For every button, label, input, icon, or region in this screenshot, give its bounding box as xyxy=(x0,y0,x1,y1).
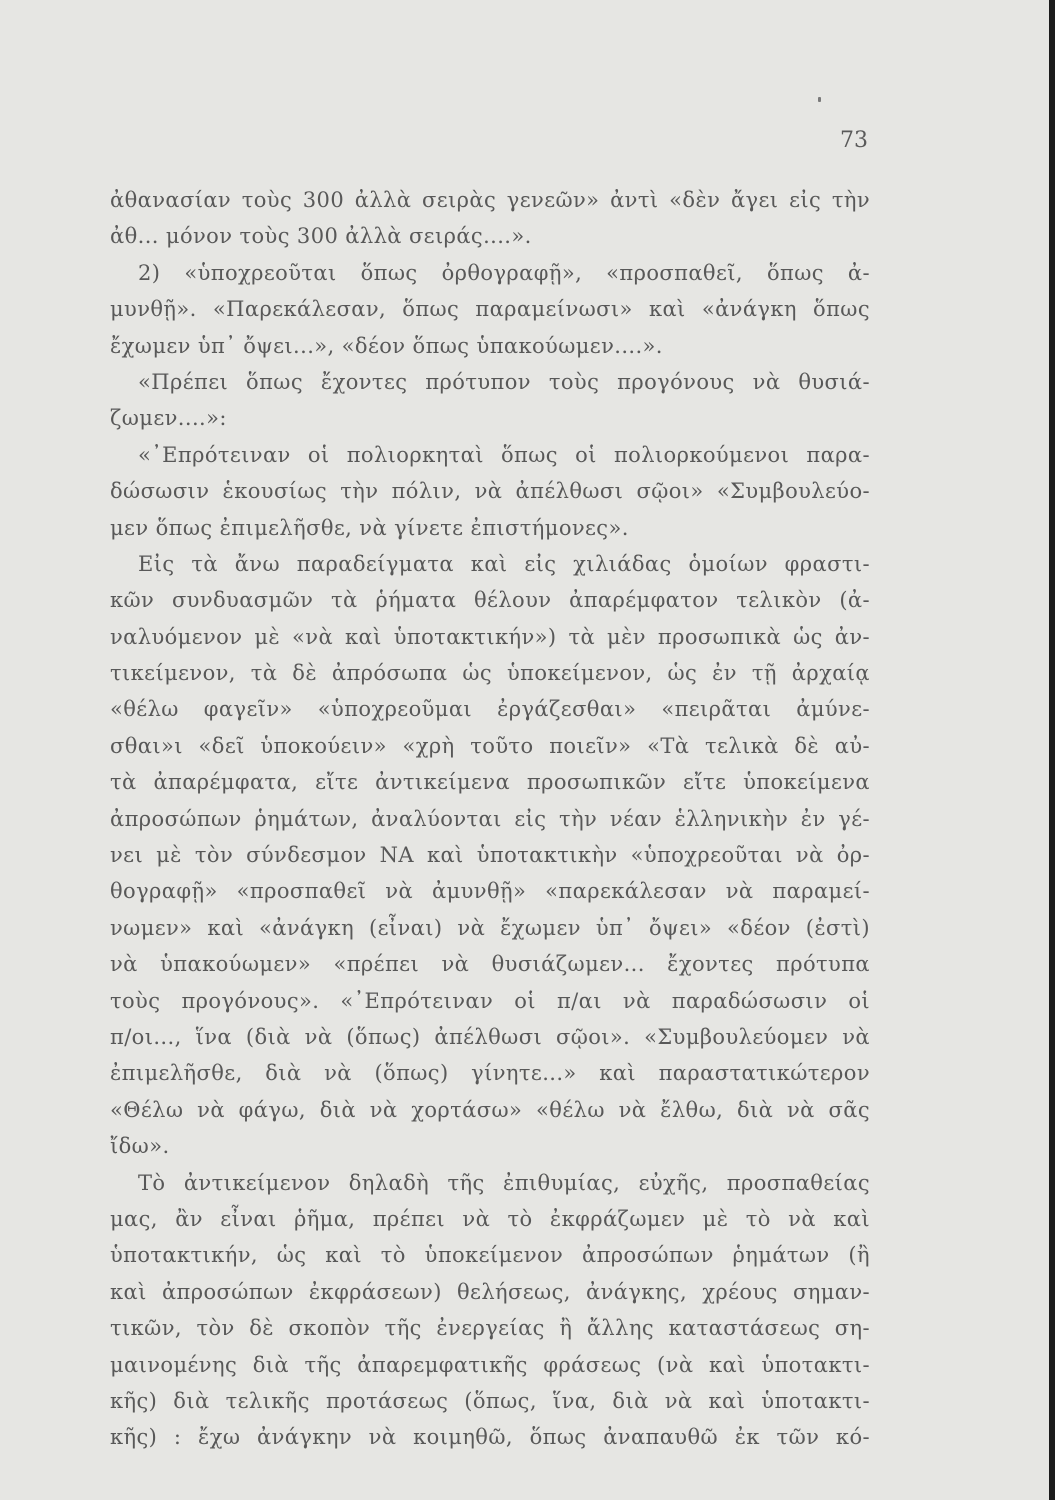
text-line: ναλυόμενον μὲ «νὰ καὶ ὑποτακτικήν») τὰ μὲν προσωπικὰ ὡς ἀν- xyxy=(110,624,870,649)
text-line: μας, ἂν εἶναι ῥῆμα, πρέπει νὰ τὸ ἐκφράζωμεν μὲ τὸ νὰ καὶ xyxy=(110,1206,870,1231)
text-line: ἀπροσώπων ῥημάτων, ἀναλύονται εἰς τὴν νέαν ἑλληνικὴν ἐν γέ- xyxy=(110,806,870,831)
text-line: μεν ὅπως ἐπιμελῆσθε, νὰ γίνετε ἐπιστήμονες». xyxy=(110,515,629,540)
text-line: νωμεν» καὶ «ἀνάγκη (εἶναι) νὰ ἔχωμεν ὑπ᾽ ὄψει» «δέον (ἐστὶ) xyxy=(110,915,870,940)
text-line: ἀθ... μόνον τοὺς 300 ἀλλὰ σειράς....». xyxy=(110,224,532,249)
text-line: «θέλω φαγεῖν» «ὑποχρεοῦμαι ἐργάζεσθαι» «πειρᾶται ἀμύνε- xyxy=(110,697,870,722)
text-line: τικῶν, τὸν δὲ σκοπὸν τῆς ἐνεργείας ἢ ἄλλης καταστάσεως ση- xyxy=(110,1316,870,1341)
text-line: νει μὲ τὸν σύνδεσμον ΝΑ καὶ ὑποτακτικὴν «ὑποχρεοῦται νὰ ὀρ- xyxy=(110,843,870,868)
text-line: κῶν συνδυασμῶν τὰ ῥήματα θέλουν ἀπαρέμφατον τελικὸν (ἀ- xyxy=(110,588,870,613)
text-line: κῆς) : ἔχω ἀνάγκην νὰ κοιμηθῶ, ὅπως ἀναπαυθῶ ἐκ τῶν κό- xyxy=(110,1425,870,1450)
text-line: Τὸ ἀντικείμενον δηλαδὴ τῆς ἐπιθυμίας, εὐχῆς, προσπαθείας xyxy=(138,1170,870,1195)
text-line: τοὺς προγόνους». «᾽Επρότειναν οἱ π/αι νὰ παραδώσωσιν οἱ xyxy=(110,988,870,1013)
text-line: τικείμενον, τὰ δὲ ἀπρόσωπα ὡς ὑποκείμενον, ὡς ἐν τῇ ἀρχαίᾳ xyxy=(110,661,870,686)
text-line: σθαι»ι «δεῖ ὑποκούειν» «χρὴ τοῦτο ποιεῖν» «Τὰ τελικὰ δὲ αὐ- xyxy=(110,733,870,758)
text-line: ζωμεν....»: xyxy=(110,406,227,431)
text-line: δώσωσιν ἑκουσίως τὴν πόλιν, νὰ ἀπέλθωσι σῷοι» «Συμβουλεύο- xyxy=(110,479,870,504)
paper-speck xyxy=(818,97,821,102)
text-line: Εἰς τὰ ἄνω παραδείγματα καὶ εἰς χιλιάδας ὁμοίων φραστι- xyxy=(138,551,870,576)
text-line: ὑποτακτικήν, ὡς καὶ τὸ ὑποκείμενον ἀπροσώπων ῥημάτων (ἢ xyxy=(110,1243,870,1268)
text-line: ἀθανασίαν τοὺς 300 ἀλλὰ σειρὰς γενεῶν» ἀντὶ «δὲν ἄγει εἰς τὴν xyxy=(110,188,870,212)
page-number: 73 xyxy=(840,128,868,153)
text-line: καὶ ἀπροσώπων ἐκφράσεων) θελήσεως, ἀνάγκης, χρέους σημαν- xyxy=(110,1279,870,1304)
text-line: νὰ ὑπακούωμεν» «πρέπει νὰ θυσιάζωμεν... ἔχοντες πρότυπα xyxy=(110,952,870,977)
text-line: «Θέλω νὰ φάγω, διὰ νὰ χορτάσω» «θέλω νὰ ἔλθω, διὰ νὰ σᾶς xyxy=(110,1097,870,1122)
text-line: ἐπιμελῆσθε, διὰ νὰ (ὅπως) γίνητε...» καὶ παραστατικώτερον xyxy=(110,1061,870,1086)
text-line: κῆς) διὰ τελικῆς προτάσεως (ὅπως, ἵνα, διὰ νὰ καὶ ὑποτακτι- xyxy=(110,1388,870,1413)
text-line: 2) «ὑποχρεοῦται ὅπως ὀρθογραφῇ», «προσπαθεῖ, ὅπως ἀ- xyxy=(138,260,870,285)
text-line: θογραφῇ» «προσπαθεῖ νὰ ἀμυνθῇ» «παρεκάλεσαν νὰ παραμεί- xyxy=(110,879,870,904)
text-line: μυνθῇ». «Παρεκάλεσαν, ὅπως παραμείνωσι» καὶ «ἀνάγκη ὅπως xyxy=(110,297,870,322)
text-line: ἔχωμεν ὑπ᾽ ὄψει...», «δέον ὅπως ὑπακούωμεν....». xyxy=(110,333,663,358)
body-text xyxy=(110,182,870,1456)
page-edge-shadow xyxy=(1049,0,1055,1500)
text-line: μαινομένης διὰ τῆς ἀπαρεμφατικῆς φράσεως (νὰ καὶ ὑποτακτι- xyxy=(110,1352,870,1377)
text-line: «᾽Επρότειναν οἱ πολιορκηταὶ ὅπως οἱ πολιορκούμενοι παρα- xyxy=(138,442,870,467)
text-line: π/οι..., ἵνα (διὰ νὰ (ὅπως) ἀπέλθωσι σῷοι». «Συμβουλεύομεν νὰ xyxy=(110,1024,870,1049)
text-line: τὰ ἀπαρέμφατα, εἴτε ἀντικείμενα προσωπικῶν εἴτε ὑποκείμενα xyxy=(110,770,870,795)
text-line: «Πρέπει ὅπως ἔχοντες πρότυπον τοὺς προγόνους νὰ θυσιά- xyxy=(138,369,870,394)
text-line: ἴδω». xyxy=(110,1134,170,1159)
